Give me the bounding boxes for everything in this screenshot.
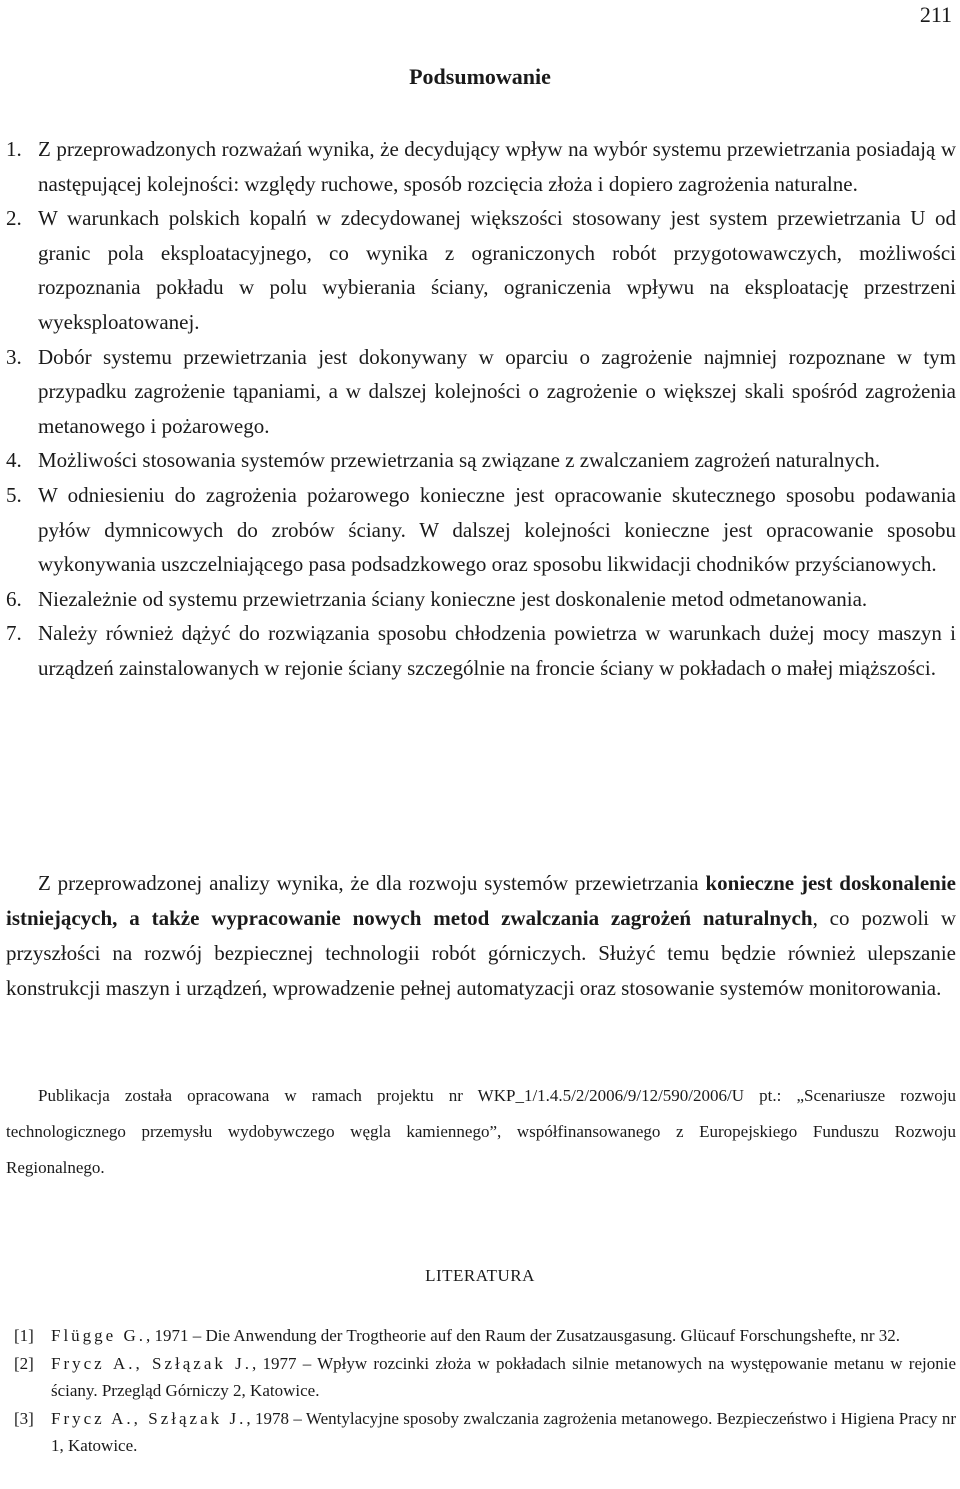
conclusions-list <box>6 132 956 686</box>
funding-note: Publikacja została opracowana w ramach projektu nr WKP_1/1.4.5/2/2006/9/12/590/2006/U pt.: „Scenariusze rozwoju technologicznego przemysłu wydobywczego węgla kamiennego”, współfinansowanego z Europejskiego Funduszu Rozwoju Regionalnego. <box>6 1086 956 1177</box>
summary-bold-text: konieczne jest doskonalenie istniejących, a także wypracowanie nowych metod zwalczania zagrożeń naturalnych <box>6 871 957 930</box>
reference-number: [3] <box>14 1408 34 1428</box>
page-number: 211 <box>919 2 952 27</box>
item-number: 5. <box>6 482 22 507</box>
item-text: Z przeprowadzonych rozważań wynika, że decydujący wpływ na wybór systemu przewietrzania posiadają w następującej kolejności: względy ruchowe, sposób rozcięcia złoża i dopiero zagrożenia naturalne. <box>38 137 956 196</box>
item-text: Dobór systemu przewietrzania jest dokonywany w oparciu o zagrożenie najmniej rozpoznane w tym przypadku zagrożenie tąpaniami, a w dalszej kolejności o zagrożenie o większej skali spośród zagrożenia metanowego i pożarowego. <box>38 344 956 438</box>
item-number: 3. <box>6 344 22 369</box>
reference-details: , 1971 – Die Anwendung der Trogtheorie auf den Raum der Zusatzausgasung. Glücauf Forschungshefte, nr 32. <box>146 1326 900 1345</box>
list-item <box>6 443 956 478</box>
reference-details: , 1978 – Wentylacyjne sposoby zwalczania zagrożenia metanowego. Bezpieczeństwo i Higiena Pracy nr 1, Katowice. <box>51 1408 956 1455</box>
summary-text-start: Z przeprowadzonej analizy wynika, że dla rozwoju systemów przewietrzania <box>38 871 706 895</box>
references-list <box>14 1322 956 1460</box>
reference-body <box>51 1350 956 1405</box>
reference-number: [1] <box>14 1326 34 1345</box>
item-number: 6. <box>6 586 22 611</box>
item-text: W odniesieniu do zagrożenia pożarowego konieczne jest opracowanie skutecznego sposobu podawania pyłów dymnicowych do zrobów ściany. W dalszej kolejności konieczne jest opracowanie sposobu wykonywania uszczelniającego pasa podsadzkowego oraz sposobu likwidacji chodników przyścianowych. <box>38 482 956 577</box>
item-text: Należy również dążyć do rozwiązania sposobu chłodzenia powietrza w warunkach dużej mocy maszyn i urządzeń zainstalowanych w rejonie ściany szczególnie na froncie ściany w pokładach o małej miąższości. <box>38 621 956 680</box>
item-number: 4. <box>6 448 22 473</box>
summary-paragraph <box>6 866 956 1006</box>
item-number: 2. <box>6 206 22 231</box>
reference-authors: Frycz A., Szłązak J. <box>51 1353 252 1373</box>
item-text: Możliwości stosowania systemów przewietrzania są związane z zwalczaniem zagrożeń naturalnych. <box>38 448 880 473</box>
reference-authors: Flügge G. <box>51 1326 146 1345</box>
reference-item <box>14 1322 956 1350</box>
item-text: W warunkach polskich kopalń w zdecydowanej większości stosowany jest system przewietrzania U od granic pola eksploatacyjnego, co wynika z ograniczonych robót przygotowawczych, możliwości rozpoznania pokładu w polu wybierania ściany, ograniczenia wpływu na eksploatację przestrzeni wyeksploatowanej. <box>38 206 956 334</box>
summary-text-end: , co pozwoli w przyszłości na rozwój bezpiecznej technologii robót górniczych. Służyć temu będzie również ulepszanie konstrukcji maszyn i urządzeń, wprowadzenie pełnej automatyzacji oraz stosowanie systemów monitorowania. <box>6 906 956 1000</box>
item-text: Niezależnie od systemu przewietrzania ściany konieczne jest doskonalenie metod odmetanowania. <box>38 586 868 611</box>
reference-body <box>51 1405 956 1460</box>
list-item <box>6 132 956 201</box>
reference-body <box>51 1322 956 1350</box>
list-item <box>6 616 956 685</box>
reference-item <box>14 1405 956 1460</box>
item-number: 7. <box>6 621 22 646</box>
reference-authors: Frycz A., Szłązak J. <box>51 1408 247 1428</box>
section-title: Podsumowanie <box>409 64 551 89</box>
list-item <box>6 478 956 582</box>
list-item <box>6 582 956 617</box>
reference-number: [2] <box>14 1353 34 1373</box>
list-item <box>6 340 956 444</box>
reference-details: , 1977 – Wpływ rozcinki złoża w pokładach silnie metanowych na występowanie metanu w rejonie ściany. Przegląd Górniczy 2, Katowice. <box>51 1353 956 1400</box>
list-item <box>6 201 956 339</box>
reference-item <box>14 1350 956 1405</box>
literature-heading: LITERATURA <box>425 1266 535 1285</box>
item-number: 1. <box>6 137 22 161</box>
